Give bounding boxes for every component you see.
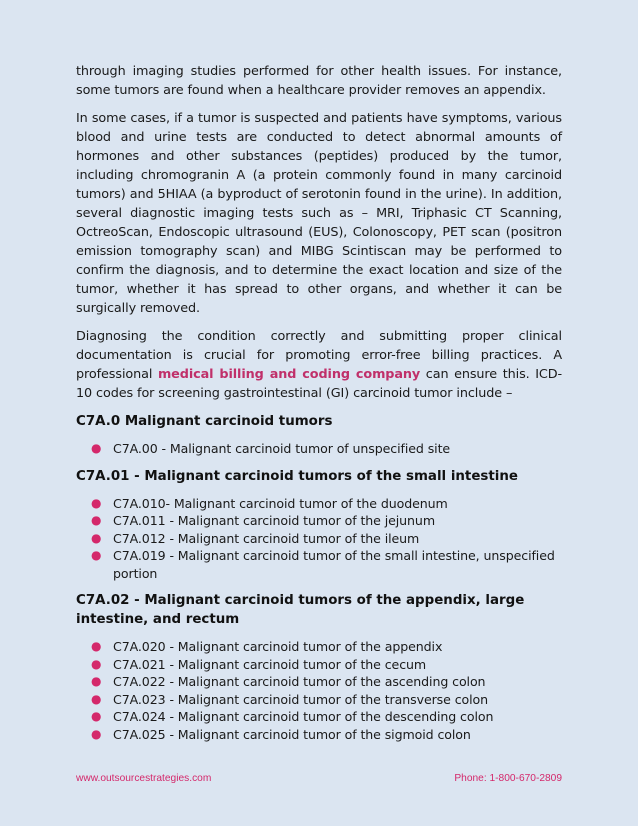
paragraph-billing-coding — [76, 327, 562, 403]
list-item — [76, 512, 562, 530]
bullet-icon: ● — [91, 495, 102, 510]
document-page — [76, 62, 562, 752]
medical-billing-link[interactable]: medical billing and coding company — [157, 367, 421, 382]
bullet-icon: ● — [91, 548, 102, 562]
list-item-text: C7A.023 - Malignant carcinoid tumor of the transverse colon — [113, 691, 489, 707]
code-list-c7a01 — [76, 495, 562, 583]
footer-website-link[interactable]: www.outsourcestrategies.com — [76, 773, 212, 784]
bullet-icon: ● — [91, 530, 102, 545]
list-item-text: C7A.020 - Malignant carcinoid tumor of the appendix — [113, 639, 443, 654]
footer-phone: Phone: 1-800-670-2809 — [454, 773, 562, 784]
list-item-text: C7A.010- Malignant carcinoid tumor of the duodenum — [113, 495, 448, 511]
list-item — [76, 726, 562, 744]
bullet-icon: ● — [91, 691, 102, 706]
paragraph-text-before-link: Diagnosing the condition correctly and submitting proper clinical documentation is crucial for promoting error-free billing practices. A professional — [76, 329, 562, 382]
paragraph-diagnostic-tests: In some cases, if a tumor is suspected and patients have symptoms, various blood and urine tests are conducted to detect abnormal amounts of hormones and other substances (peptides) produced by the tumor, including chromogranin A (a protein commonly found in many carcinoid tumors) and 5HIAA (a byproduct of serotonin found in the urine). In addition, several diagnostic imaging tests such as – MRI, Triphasic CT Scanning, OctreoScan, Endoscopic ultrasound (EUS), Colonoscopy, PET scan (positron emission tomography scan) and MIBG Scintiscan may be performed to confirm the diagnosis, and to determine the exact location and size of the tumor, whether it has spread to other organs, and whether it can be surgically removed. — [76, 111, 562, 316]
list-item — [76, 691, 562, 709]
paragraph-text-after-link: can ensure this. ICD-10 codes for screening gastrointestinal (GI) carcinoid tumor include – — [76, 367, 562, 401]
code-list-c7a0 — [76, 440, 562, 458]
list-item — [76, 530, 562, 548]
section-heading-c7a02: C7A.02 - Malignant carcinoid tumors of the appendix, large intestine, and rectum — [76, 593, 525, 627]
section-heading-c7a01: C7A.01 - Malignant carcinoid tumors of the small intestine — [76, 468, 518, 484]
list-item — [76, 440, 562, 458]
list-item-text: C7A.021 - Malignant carcinoid tumor of the cecum — [113, 656, 427, 672]
bullet-icon: ● — [91, 441, 102, 455]
bullet-icon: ● — [91, 709, 102, 723]
section-heading-c7a0: C7A.0 Malignant carcinoid tumors — [76, 414, 333, 429]
list-item — [76, 656, 562, 674]
list-item — [76, 638, 562, 656]
list-item — [76, 547, 562, 582]
bullet-icon: ● — [91, 639, 102, 653]
list-item-text: C7A.00 - Malignant carcinoid tumor of unspecified site — [113, 441, 451, 456]
list-item-text: C7A.022 - Malignant carcinoid tumor of the ascending colon — [113, 674, 486, 689]
list-item-text: C7A.019 - Malignant carcinoid tumor of the small intestine, unspecified portion — [113, 548, 555, 581]
paragraph-imaging-intro: through imaging studies performed for other health issues. For instance, some tumors are found when a healthcare provider removes an appendix. — [76, 64, 562, 98]
bullet-icon: ● — [91, 513, 102, 527]
list-item — [76, 495, 562, 513]
code-list-c7a02 — [76, 638, 562, 743]
bullet-icon: ● — [91, 674, 102, 688]
bullet-icon: ● — [91, 656, 102, 671]
list-item-text: C7A.012 - Malignant carcinoid tumor of the ileum — [113, 530, 420, 546]
list-item — [76, 708, 562, 726]
list-item-text: C7A.025 - Malignant carcinoid tumor of the sigmoid colon — [113, 726, 471, 742]
bullet-icon: ● — [91, 726, 102, 741]
list-item-text: C7A.024 - Malignant carcinoid tumor of the descending colon — [113, 709, 494, 724]
list-item-text: C7A.011 - Malignant carcinoid tumor of the jejunum — [113, 513, 435, 528]
list-item — [76, 673, 562, 691]
